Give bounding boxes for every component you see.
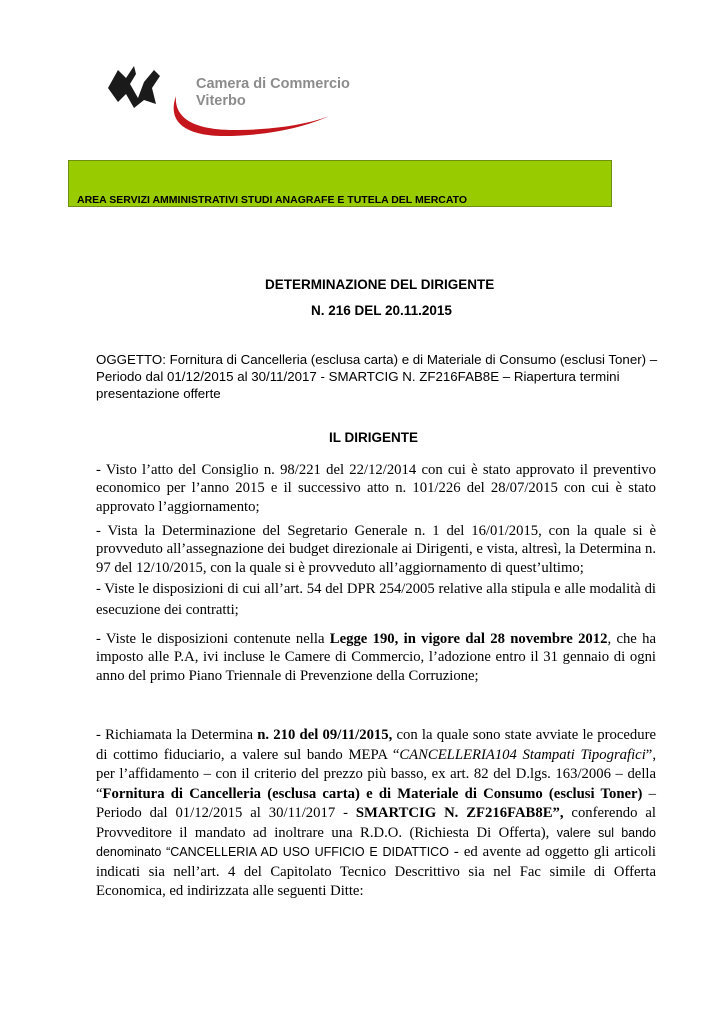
area-banner xyxy=(68,160,612,207)
document-number: N. 216 DEL 20.11.2015 xyxy=(311,303,452,318)
dirigente-heading: IL DIRIGENTE xyxy=(329,430,419,445)
area-banner-text: AREA SERVIZI AMMINISTRATIVI STUDI ANAGRAFE E TUTELA DEL MERCATO xyxy=(77,194,468,206)
logo-line2: Viterbo xyxy=(196,93,246,109)
p4-b: Legge 190, in vigore dal 28 novembre 2012 xyxy=(329,631,608,647)
paragraph-visto-atto: - Visto l’atto del Consiglio n. 98/221 del 22/12/2014 con cui è stato approvato il preventivo economico per l’anno 2015 e il successivo atto n. 101/226 del 28/07/2015 con cui è stato approvato l’aggiornamento; xyxy=(96,462,656,515)
p5-g: – Periodo dal 01/12/2015 al 30/11/2017 - xyxy=(96,785,656,821)
oggetto-text: Fornitura di Cancelleria (esclusa carta) e di Materiale di Consumo (esclusi Toner) – Periodo dal 01/12/2015 al 30/11/2017 - SMARTCIG N. ZF216FAB8E – Riapertura termini presentazione offerte xyxy=(96,352,658,401)
paragraph-richiamata-determina xyxy=(96,726,656,902)
p5-k: - ed avente ad oggetto gli articoli indicati sia nell’art. 4 del Capitolato Tecnico Descrittivo sia nel Fac simile di Offerta Economica, ed indirizzata alle seguenti Ditte: xyxy=(96,844,656,899)
p5-h: SMARTCIG N. ZF216FAB8E”, xyxy=(355,805,564,821)
p5-c: con la quale sono state avviate le procedure di cottimo fiduciario, a valere sul bando MEPA “ xyxy=(96,727,656,763)
p5-j: valere sul bando denominato “CANCELLERIA AD USO UFFICIO E DIDATTICO xyxy=(96,825,656,859)
p4-a: - Viste le disposizioni contenute nella xyxy=(96,631,330,647)
paragraph-vista-determinazione: - Vista la Determinazione del Segretario Generale n. 1 del 16/01/2015, con la quale si è provveduto all’assegnazione dei budget direzionale ai Dirigenti, e vista, altresì, la Determina n. 97 del 12/10/2015, con la quale si è provveduto all’aggiornamento di quest’ultimo; xyxy=(96,523,656,576)
p5-d: CANCELLERIA104 Stampati Tipografici xyxy=(399,746,646,763)
oggetto-label: OGGETTO: xyxy=(96,352,166,367)
paragraph-legge-190 xyxy=(96,630,656,685)
p5-a: - Richiamata la Determina xyxy=(96,727,258,743)
p4-c: , che ha imposto alle P.A, ivi incluse le Camere di Commercio, l’adozione entro il 31 gennaio di ogni anno del primo Piano Triennale di Prevenzione della Corruzione; xyxy=(96,631,656,684)
logo-line1: Camera di Commercio xyxy=(196,76,350,92)
logo-text xyxy=(196,76,350,110)
document-title: DETERMINAZIONE DEL DIRIGENTE xyxy=(265,277,495,292)
p5-b: n. 210 del 09/11/2015, xyxy=(257,727,393,743)
p5-e: ”, per l’affidamento – con il criterio del prezzo più basso, ex art. 82 del D.lgs. 163/2006 – della “ xyxy=(96,746,656,802)
paragraph-viste-disposizioni: - Viste le disposizioni di cui all’art. 54 del DPR 254/2005 relative alla stipula e alle modalità di esecuzione dei contratti; xyxy=(96,581,656,618)
p5-i: conferendo al Provveditore il mandato ad inoltrare una R.D.O. (Richiesta Di Offerta), xyxy=(96,805,656,841)
oggetto-section xyxy=(96,351,666,402)
p5-f: Fornitura di Cancelleria (esclusa carta) e di Materiale di Consumo (esclusi Toner) xyxy=(102,785,643,802)
